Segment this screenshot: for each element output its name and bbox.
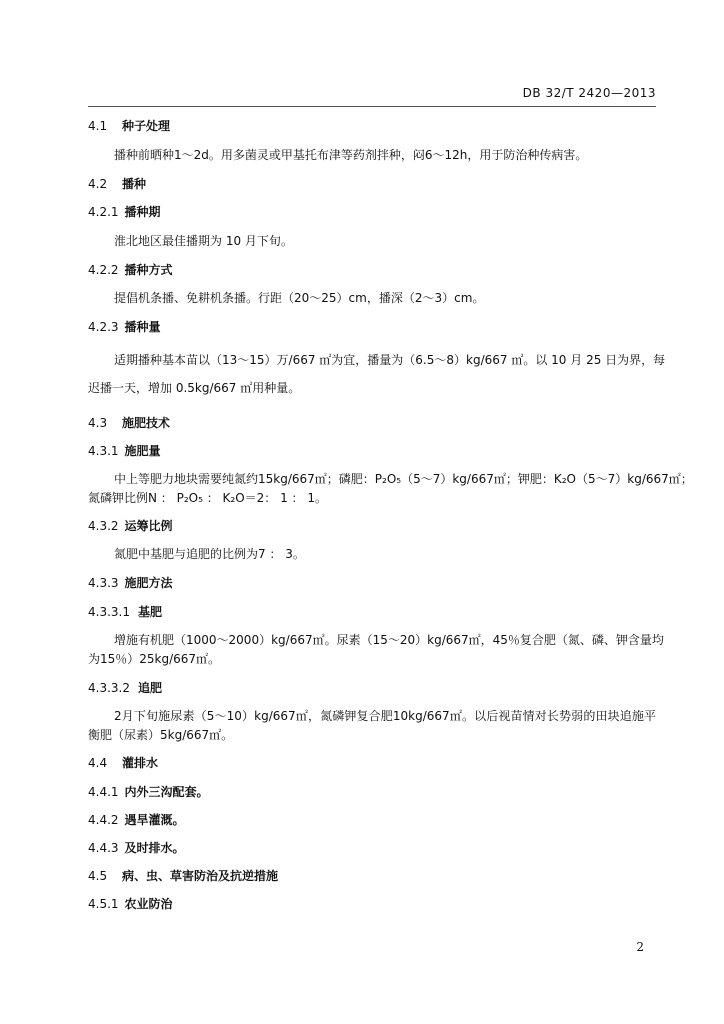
section-4-4-3-heading [88,840,185,856]
section-4-5-heading [88,868,278,884]
section-4-3-3-2-heading [88,680,162,696]
section-4-2-1-text: 淮北地区最佳播期为 10 月下旬。 [114,234,293,248]
section-number: 4.5.1 [88,897,119,911]
section-4-2-1-heading [88,204,161,220]
section-number: 4.3.3 [88,576,119,590]
section-4-4-heading [88,755,158,771]
section-4-3-3-1-text-line-1: 增施有机肥（1000～2000）kg/667㎡。尿素（15～20）kg/667㎡，45％复合肥（氮、磷、钾含量均 [114,633,664,647]
section-number: 4.3.1 [88,444,119,458]
standard-code: DB 32/T 2420—2013 [522,86,656,100]
section-number: 4.4 [88,756,108,770]
section-number: 4.4.1 [88,785,119,799]
section-4-2-2-text: 提倡机条播、免耕机条播。行距（20～25）cm，播深（2～3）cm。 [114,291,485,305]
section-number: 4.2.3 [88,320,119,334]
section-number: 4.2.2 [88,263,119,277]
section-title: 遇旱灌溉。 [124,813,185,827]
section-4-3-3-2-text-line-1: 2月下旬施尿素（5～10）kg/667㎡，氮磷钾复合肥10kg/667㎡。以后视苗情对长势弱的田块追施平 [114,709,656,723]
section-number: 4.4.3 [88,841,119,855]
section-title: 播种期 [124,205,161,219]
section-number: 4.2.1 [88,205,119,219]
page-number: 2 [636,940,644,954]
section-4-2-2-heading [88,262,173,278]
section-4-3-3-2-text-line-2: 衡肥（尿素）5kg/667㎡。 [88,728,234,742]
section-4-2-3-text-line-1: 适期播种基本苗以（13～15）万/667 ㎡为宜，播量为（6.5～8）kg/667 ㎡。以 10 月 25 日为界，每 [114,353,666,367]
section-title: 基肥 [138,605,163,619]
section-title: 播种 [122,177,147,191]
section-4-1-text: 播种前晒种1～2d。用多菌灵或甲基托布津等药剂拌种，闷6～12h，用于防治种传病害。 [114,148,588,162]
section-4-4-1-heading [88,784,209,800]
section-title: 播种量 [124,320,161,334]
section-number: 4.4.2 [88,813,119,827]
section-4-3-heading [88,415,170,431]
section-number: 4.5 [88,869,108,883]
section-4-5-1-heading [88,896,173,912]
section-title: 农业防治 [124,897,173,911]
section-4-3-1-text-line-2: 氮磷钾比例N ： P₂O₅ ： K₂O＝2： 1 ： 1。 [88,491,328,505]
section-number: 4.2 [88,177,108,191]
section-4-3-1-text-line-1: 中上等肥力地块需要纯氮约15kg/667㎡；磷肥：P₂O₅（5～7）kg/667㎡；钾肥：K₂O（5～7）kg/667㎡； [114,472,693,486]
section-4-3-3-1-text-line-2: 为15％）25kg/667㎡。 [88,652,221,666]
section-4-2-3-heading [88,319,161,335]
section-title: 运筹比例 [124,519,173,533]
section-title: 施肥方法 [124,576,173,590]
section-4-3-3-heading [88,575,173,591]
section-title: 播种方式 [124,263,173,277]
section-title: 施肥技术 [122,416,171,430]
section-title: 内外三沟配套。 [124,785,209,799]
section-title: 种子处理 [122,119,171,133]
section-title: 及时排水。 [124,841,185,855]
section-number: 4.1 [88,119,108,133]
section-title: 施肥量 [124,444,161,458]
section-4-3-2-text: 氮肥中基肥与追肥的比例为7 ： 3。 [114,547,305,561]
section-4-3-1-heading [88,443,161,459]
section-title: 灌排水 [122,756,159,770]
section-4-2-3-text-line-2: 迟播一天，增加 0.5kg/667 ㎡用种量。 [88,381,301,395]
section-4-4-2-heading [88,812,185,828]
section-4-3-3-1-heading [88,604,162,620]
section-number: 4.3.3.2 [88,681,130,695]
section-number: 4.3 [88,416,108,430]
section-4-2-heading [88,176,146,192]
header-rule [88,106,656,107]
section-4-1-heading [88,118,170,134]
section-title: 病、虫、草害防治及抗逆措施 [122,869,279,883]
section-number: 4.3.2 [88,519,119,533]
section-title: 追肥 [138,681,163,695]
section-4-3-2-heading [88,518,173,534]
section-number: 4.3.3.1 [88,605,130,619]
